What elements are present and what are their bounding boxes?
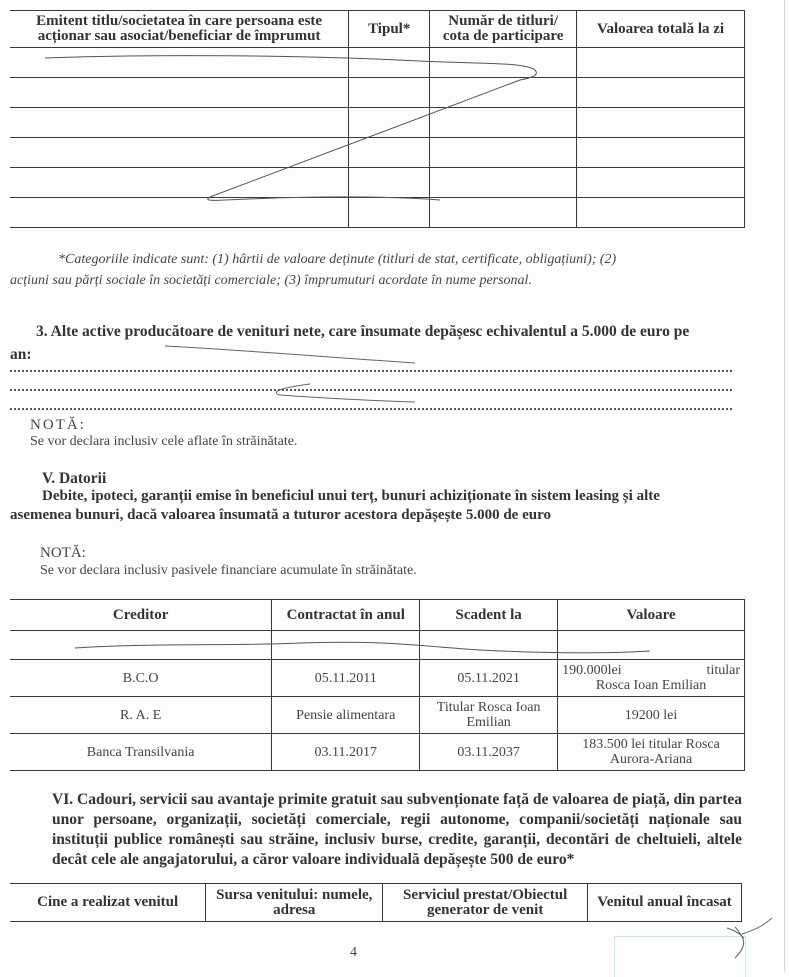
section-3-title-line-1: 3. Alte active producătoare de venituri nete, care însumate depășesc echivalentul a 5.000 de euro pe [36,323,690,340]
creditor-cell: R. A. E [10,697,272,734]
valoare-line-1: 190.000lei titular [562,663,740,678]
table-row [10,168,745,198]
cell [577,78,745,108]
valoare-line-2: Rosca Ioan Emilian [595,678,707,693]
cell [349,168,430,198]
securities-table [10,10,745,228]
table-row [10,138,745,168]
table-row [10,734,745,771]
valoare-cell [558,734,745,771]
cell [349,138,430,168]
scadent-cell [420,631,558,660]
cell [430,48,577,78]
cell [349,198,430,228]
cell [349,48,430,78]
cell [10,168,349,198]
section-6-text: VI. Cadouri, servicii sau avantaje primite gratuit sau subvenționate față de valoarea de piață, din partea unor persoane, organizații, societăți comerciale, regii autonome, companii/societăți naționale sau instituții publice românești sau străine, inclusiv burse, credite, garanții, decontări de cheltuieli, altele decât cele ale angajatorului, a căror valoare individuală depășește 500 de euro* [52,791,742,868]
cell [430,168,577,198]
valoare-cell: 19200 lei [558,697,745,734]
valoare-cell [558,631,745,660]
page-number: 4 [350,945,357,960]
page-edge [784,0,785,972]
header-contractat: Contractat în anul [272,600,420,631]
header-valoarea-totala: Valoarea totală la zi [577,11,745,48]
section-6-heading [10,790,742,870]
table-header-row [10,884,742,922]
section-5-line-1: Debite, ipoteci, garanții emise în beneficiul unui terț, bunuri achiziționate în sistem leasing și alte [42,488,660,504]
header-cine-a-realizat: Cine a realizat venitul [10,884,206,922]
table-row [10,660,745,697]
gifts-table [10,883,742,922]
header-emitent: Emitent titlu/societatea în care persoana este acționar sau asociat/beneficiar de împrumut [10,11,349,48]
table-row [10,48,745,78]
creditor-cell: Banca Transilvania [10,734,272,771]
section-5-title: V. Datorii [42,470,107,487]
scadent-cell: Titular Rosca Ioan Emilian [420,697,558,734]
table-header-row [10,600,745,631]
section-5-description [10,487,742,525]
creditor-cell: B.C.O [10,660,272,697]
cell [10,198,349,228]
nota-title: NOTĂ: [40,545,86,561]
table-row [10,108,745,138]
footnote-line-2: acțiuni sau părți sociale în societăți comerciale; (3) împrumuturi acordate în nume personal. [10,273,532,288]
contractat-cell: 03.11.2017 [272,734,420,771]
cell [430,78,577,108]
table-row [10,631,745,660]
cell [430,198,577,228]
header-creditor: Creditor [10,600,272,631]
header-sursa-venitului: Sursa venitului: numele, adresa [206,884,383,922]
cell [430,138,577,168]
contractat-cell: Pensie alimentara [272,697,420,734]
creditor-cell [10,631,272,660]
nota-title: NOTĂ: [30,417,86,433]
valoare-line-2: Aurora-Ariana [609,752,693,767]
dotted-fill-line [10,387,732,391]
table-header-row [10,11,745,48]
header-venitul-anual: Venitul anual încasat [588,884,742,922]
valoare-line-1: 183.500 lei titular Rosca [582,737,720,752]
valoare-cell [558,660,745,697]
cell [349,108,430,138]
nota-text: Se vor declara inclusiv pasivele financiare acumulate în străinătate. [40,563,417,578]
section-3-heading [10,320,742,366]
cell [10,48,349,78]
cell [10,78,349,108]
header-valoare: Valoare [558,600,745,631]
cell [430,108,577,138]
scadent-cell: 05.11.2021 [420,660,558,697]
dotted-fill-line [10,368,732,372]
header-serviciul-prestat: Serviciul prestat/Obiectul generator de venit [383,884,588,922]
categories-footnote [10,249,740,291]
cell [349,78,430,108]
cell [10,138,349,168]
cell [577,48,745,78]
contractat-cell [272,631,420,660]
cell [577,138,745,168]
contractat-cell: 05.11.2011 [272,660,420,697]
header-tipul: Tipul* [349,11,430,48]
table-row [10,78,745,108]
faint-stamp [614,936,746,977]
dotted-fill-line [10,406,732,410]
section-5-line-2: asemenea bunuri, dacă valoarea însumată a tuturor acestora depășește 5.000 de euro [10,507,551,523]
cell [577,168,745,198]
table-row [10,198,745,228]
cell [10,108,349,138]
scadent-cell: 03.11.2037 [420,734,558,771]
header-numar-titluri: Număr de titluri/ cota de participare [430,11,577,48]
header-scadent: Scadent la [420,600,558,631]
footnote-line-1: *Categoriile indicate sunt: (1) hârtii de valoare deținute (titluri de stat, certificate, obligațiuni); (2) [58,252,617,267]
debts-table [10,599,745,771]
section-3-title-line-2: an: [10,346,32,363]
nota-text: Se vor declara inclusiv cele aflate în străinătate. [30,434,298,449]
cell [577,108,745,138]
table-row [10,697,745,734]
cell [577,198,745,228]
